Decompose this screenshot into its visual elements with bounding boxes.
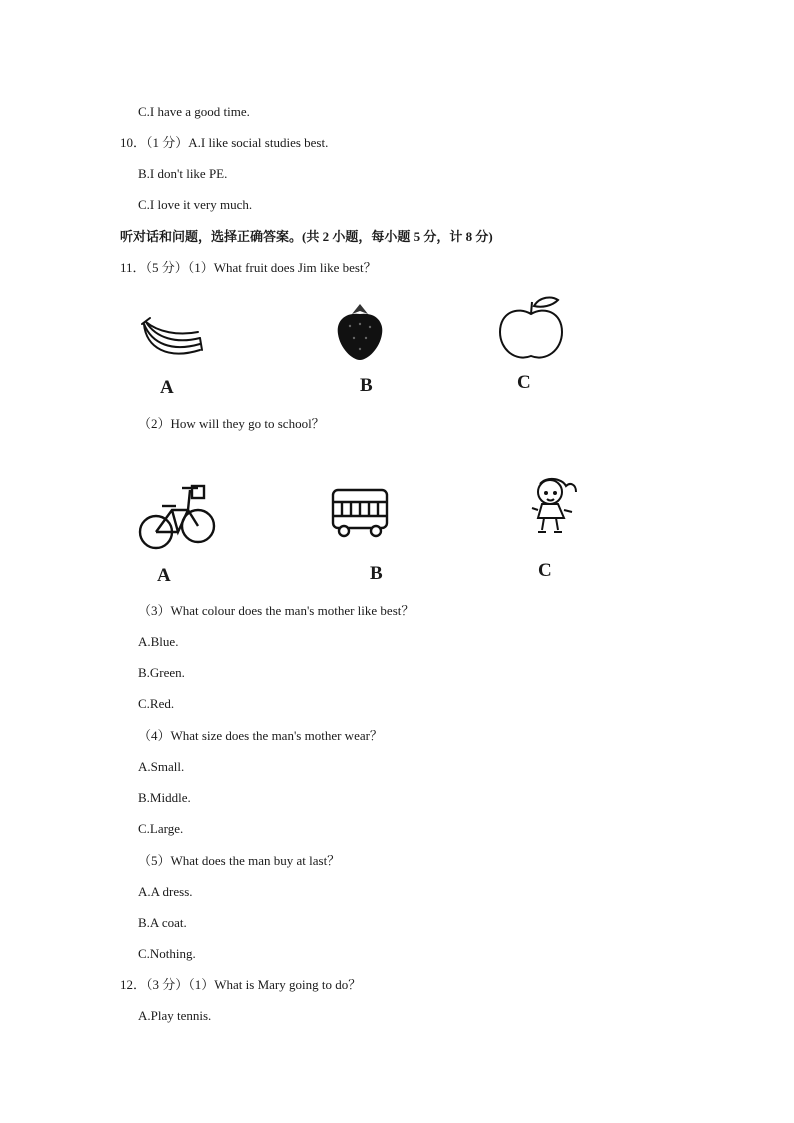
q11-sub4-option-c: C.Large. (138, 821, 184, 836)
bus-icon (330, 486, 390, 540)
q12-option-a: A.Play tennis. (138, 1008, 212, 1023)
q11-2-label-c: C (538, 560, 552, 581)
q12-question: 12．（3 分）（1）What is Mary going to do？ (120, 977, 362, 992)
q10-option-b: B.I don't like PE. (138, 166, 228, 181)
apple-icon (496, 294, 566, 364)
q11-sub3-question: （3）What colour does the man's mother like best？ (138, 603, 415, 618)
q11-1-label-b: B (360, 375, 373, 396)
strawberry-icon (334, 302, 386, 364)
q11-sub5-option-c: C.Nothing. (138, 946, 196, 961)
q11-2-label-a: A (157, 565, 171, 586)
q11-sub4-option-a: A.Small. (138, 759, 185, 774)
q11-question: 11．（5 分）（1）What fruit does Jim like best？ (120, 260, 377, 275)
q11-sub5-option-a: A.A dress. (138, 884, 193, 899)
q11-sub3-option-a: A.Blue. (138, 634, 179, 649)
banana-icon (138, 312, 204, 364)
q9-option-c: C.I have a good time. (138, 104, 250, 119)
q11-sub4-option-b: B.Middle. (138, 790, 191, 805)
q11-sub2-question: （2）How will they go to school？ (138, 416, 325, 431)
q11-sub3-option-c: C.Red. (138, 696, 175, 711)
q10-question: 10．（1 分）A.I like social studies best. (120, 135, 329, 150)
section-heading: 听对话和问题，选择正确答案。(共 2 小题，每小题 5 分，计 8 分) (120, 229, 493, 244)
q11-sub3-option-b: B.Green. (138, 665, 185, 680)
q11-1-label-a: A (160, 377, 174, 398)
q11-sub5-question: （5）What does the man buy at last？ (138, 853, 341, 868)
q10-option-c: C.I love it very much. (138, 197, 253, 212)
bicycle-icon (138, 476, 216, 552)
walking-girl-icon (528, 474, 580, 540)
q11-1-label-c: C (517, 372, 531, 393)
q11-sub5-option-b: B.A coat. (138, 915, 187, 930)
q11-sub4-question: （4）What size does the man's mother wear？ (138, 728, 383, 743)
q11-2-label-b: B (370, 563, 383, 584)
